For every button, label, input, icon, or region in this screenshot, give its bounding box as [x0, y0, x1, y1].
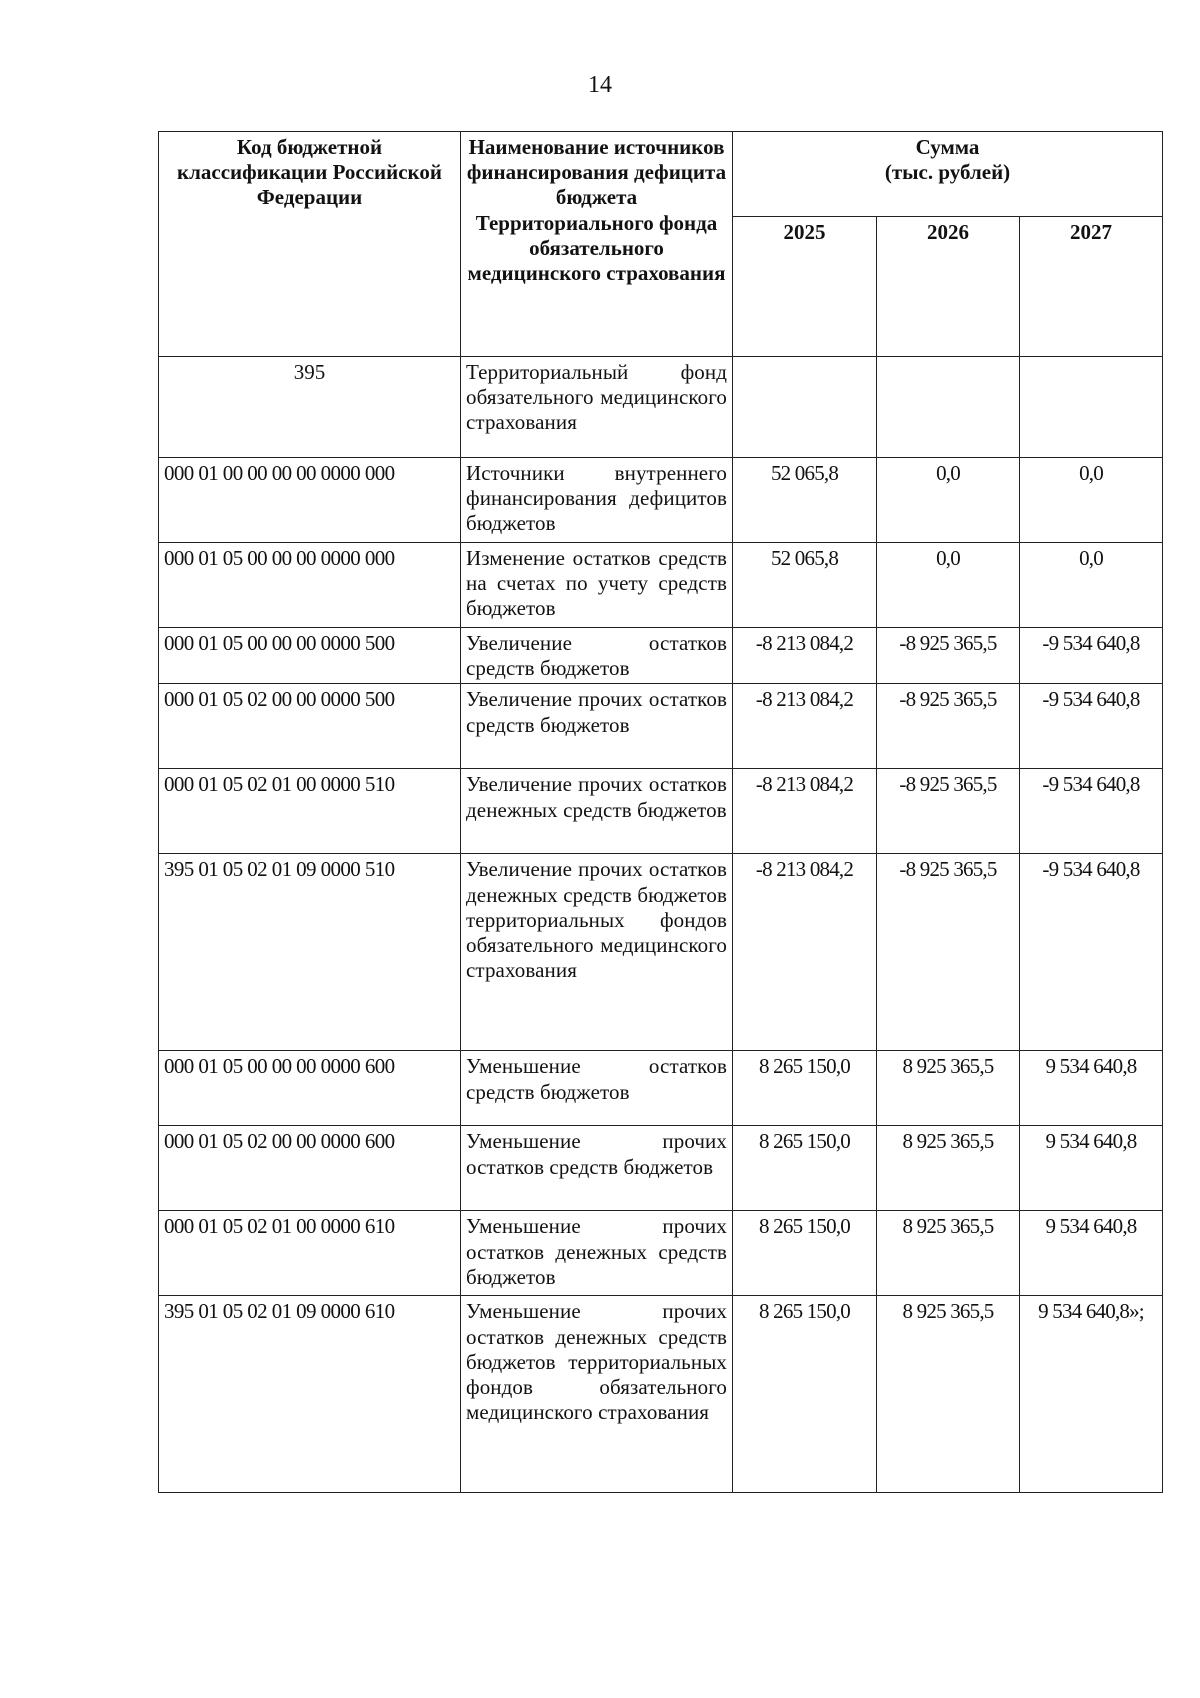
row-value-2026 [877, 357, 1020, 458]
row-code: 000 01 05 02 00 00 0000 500 [159, 684, 461, 769]
row-name: Уменьшение прочих остатков денежных средств бюджетов территориальных фондов обязательного медицинского страхования [461, 1296, 733, 1493]
table-row [159, 769, 1163, 854]
table-row [159, 458, 1163, 543]
row-value-2026: -8 925 365,5 [877, 854, 1020, 1051]
row-value-2025 [733, 357, 877, 458]
row-code: 000 01 05 00 00 00 0000 500 [159, 628, 461, 684]
table-row [159, 1051, 1163, 1126]
row-value-2027 [1020, 357, 1163, 458]
row-value-2025: 8 265 150,0 [733, 1211, 877, 1296]
header-sum: Сумма (тыс. рублей) [733, 132, 1163, 217]
table-row [159, 543, 1163, 628]
table-row [159, 684, 1163, 769]
row-value-2027: -9 534 640,8 [1020, 769, 1163, 854]
row-code: 000 01 05 02 01 00 0000 610 [159, 1211, 461, 1296]
table-row [159, 854, 1163, 1051]
row-code: 000 01 05 02 00 00 0000 600 [159, 1126, 461, 1211]
row-code: 000 01 05 00 00 00 0000 600 [159, 1051, 461, 1126]
row-name: Изменение остатков средств на счетах по учету средств бюджетов [461, 543, 733, 628]
row-value-2026: -8 925 365,5 [877, 684, 1020, 769]
row-value-2025: 8 265 150,0 [733, 1126, 877, 1211]
table-row [159, 357, 1163, 458]
row-code: 000 01 05 00 00 00 0000 000 [159, 543, 461, 628]
row-value-2027: -9 534 640,8 [1020, 854, 1163, 1051]
row-name: Увеличение прочих остатков средств бюджетов [461, 684, 733, 769]
row-value-2026: 0,0 [877, 458, 1020, 543]
row-value-2025: -8 213 084,2 [733, 854, 877, 1051]
header-year-2026: 2026 [877, 217, 1020, 357]
header-code: Код бюджетной классификации Российской Федерации [159, 132, 461, 357]
row-value-2026: 8 925 365,5 [877, 1051, 1020, 1126]
row-value-2025: -8 213 084,2 [733, 628, 877, 684]
row-value-2025: -8 213 084,2 [733, 769, 877, 854]
row-value-2025: 8 265 150,0 [733, 1296, 877, 1493]
row-name: Увеличение прочих остатков денежных средств бюджетов [461, 769, 733, 854]
row-code: 000 01 00 00 00 00 0000 000 [159, 458, 461, 543]
page-number: 14 [588, 72, 612, 98]
table-row [159, 1296, 1163, 1493]
row-value-2027: 9 534 640,8 [1020, 1126, 1163, 1211]
row-value-2026: 8 925 365,5 [877, 1126, 1020, 1211]
row-code: 395 01 05 02 01 09 0000 610 [159, 1296, 461, 1493]
row-value-2026: -8 925 365,5 [877, 628, 1020, 684]
row-value-2027: 9 534 640,8 [1020, 1211, 1163, 1296]
row-code: 000 01 05 02 01 00 0000 510 [159, 769, 461, 854]
table-row [159, 1126, 1163, 1211]
row-value-2027: 0,0 [1020, 458, 1163, 543]
row-value-2026: 8 925 365,5 [877, 1296, 1020, 1493]
row-name: Увеличение остатков средств бюджетов [461, 628, 733, 684]
row-value-2027: 9 534 640,8»; [1020, 1296, 1163, 1493]
header-name: Наименование источников финансирования дефицита бюджета Территориального фонда обязательного медицинского страхования [461, 132, 733, 357]
table-row [159, 1211, 1163, 1296]
row-name: Источники внутреннего финансирования дефицитов бюджетов [461, 458, 733, 543]
row-value-2027: -9 534 640,8 [1020, 628, 1163, 684]
row-value-2027: -9 534 640,8 [1020, 684, 1163, 769]
row-name: Уменьшение остатков средств бюджетов [461, 1051, 733, 1126]
row-value-2026: -8 925 365,5 [877, 769, 1020, 854]
table-row [159, 628, 1163, 684]
header-year-2025: 2025 [733, 217, 877, 357]
row-value-2025: -8 213 084,2 [733, 684, 877, 769]
row-value-2025: 52 065,8 [733, 458, 877, 543]
row-name: Территориальный фонд обязательного медицинского страхования [461, 357, 733, 458]
row-value-2027: 9 534 640,8 [1020, 1051, 1163, 1126]
row-code: 395 01 05 02 01 09 0000 510 [159, 854, 461, 1051]
row-value-2026: 0,0 [877, 543, 1020, 628]
row-name: Уменьшение прочих остатков денежных средств бюджетов [461, 1211, 733, 1296]
row-value-2027: 0,0 [1020, 543, 1163, 628]
row-value-2026: 8 925 365,5 [877, 1211, 1020, 1296]
budget-sources-table [158, 131, 1163, 1493]
row-name: Уменьшение прочих остатков средств бюджетов [461, 1126, 733, 1211]
header-year-2027: 2027 [1020, 217, 1163, 357]
row-value-2025: 52 065,8 [733, 543, 877, 628]
row-name: Увеличение прочих остатков денежных средств бюджетов территориальных фондов обязательного медицинского страхования [461, 854, 733, 1051]
row-value-2025: 8 265 150,0 [733, 1051, 877, 1126]
row-code: 395 [159, 357, 461, 458]
